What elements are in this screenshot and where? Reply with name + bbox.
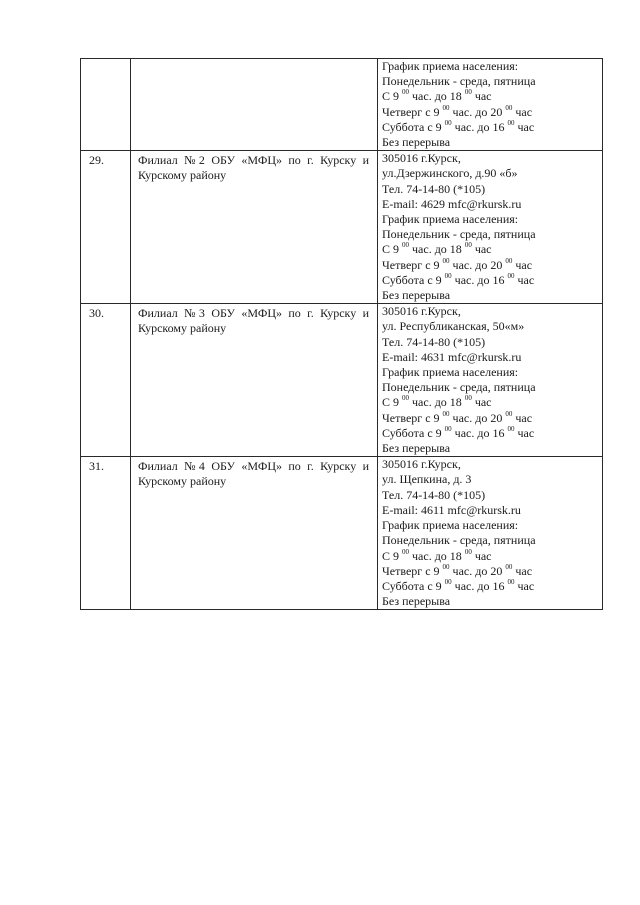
schedule-line [382, 395, 602, 410]
schedule-text: час [471, 395, 492, 410]
schedule-hours [382, 89, 602, 135]
email: E-mail: 4629 mfc@rkursk.ru [382, 196, 522, 211]
phone: Тел. 74-14-80 (*105) [382, 334, 486, 349]
schedule-text: час. до 18 [409, 242, 465, 257]
schedule-text: Четверг с 9 [382, 257, 443, 272]
superscript-minutes: 00 [444, 577, 452, 586]
superscript-minutes: 00 [505, 256, 513, 265]
schedule-text: час [512, 563, 533, 578]
address-line: ул. Щепкина, д. 3 [382, 472, 472, 487]
table-row [81, 304, 603, 457]
table-row [81, 151, 603, 304]
schedule-text: час. до 20 [449, 563, 506, 578]
schedule-hours [382, 242, 602, 288]
schedule-text: С 9 [382, 395, 403, 410]
address-line: ул. Республиканская, 50«м» [382, 319, 525, 334]
contact-info-cell [378, 304, 603, 457]
contact-info-cell [378, 151, 603, 304]
superscript-minutes: 00 [505, 409, 513, 418]
schedule-text: час. до 18 [409, 395, 465, 410]
schedule-line [382, 273, 602, 288]
superscript-minutes: 00 [507, 118, 515, 127]
superscript-minutes: 00 [402, 241, 410, 250]
schedule-text: С 9 [382, 548, 403, 563]
superscript-minutes: 00 [402, 88, 410, 97]
branch-name: Филиал №3 ОБУ «МФЦ» по г. Курску и Курскому району [138, 306, 369, 336]
schedule-text: час [471, 242, 492, 257]
schedule-line [382, 579, 602, 594]
schedule-text: час. до 18 [409, 89, 465, 104]
schedule-days: Понедельник - среда, пятница [382, 380, 536, 395]
schedule-text: час [514, 119, 535, 134]
schedule-text: час. до 20 [449, 410, 506, 425]
schedule-text: Суббота с 9 [382, 119, 445, 134]
address-block [382, 151, 602, 181]
superscript-minutes: 00 [442, 256, 450, 265]
schedule-text: час. до 18 [409, 548, 465, 563]
branch-name-cell [131, 304, 378, 457]
contact-info-cell [378, 457, 603, 610]
schedule-text: час [514, 578, 535, 593]
row-number: 31. [89, 459, 104, 474]
superscript-minutes: 00 [464, 241, 472, 250]
superscript-minutes: 00 [442, 562, 450, 571]
schedule-text: час [512, 104, 533, 119]
schedule-text: час. до 16 [451, 425, 508, 440]
phone: Тел. 74-14-80 (*105) [382, 181, 486, 196]
email: E-mail: 4611 mfc@rkursk.ru [382, 502, 521, 517]
superscript-minutes: 00 [444, 424, 452, 433]
schedule-title: График приема населения: [382, 59, 519, 73]
no-break-note: Без перерыва [382, 594, 451, 609]
schedule-line [382, 89, 602, 104]
schedule-text: час. до 16 [451, 272, 508, 287]
schedule-line [382, 120, 602, 135]
schedule-line [382, 564, 602, 579]
schedule-text: Суббота с 9 [382, 425, 445, 440]
contact-info-cell [378, 59, 603, 151]
superscript-minutes: 00 [507, 577, 515, 586]
superscript-minutes: 00 [442, 103, 450, 112]
schedule-hours [382, 549, 602, 595]
schedule-text: час. до 20 [449, 257, 506, 272]
schedule-text: Четверг с 9 [382, 563, 443, 578]
branches-table [80, 58, 603, 610]
schedule-days: Понедельник - среда, пятница [382, 74, 536, 89]
schedule-text: час. до 16 [451, 578, 508, 593]
schedule-text: час [514, 425, 535, 440]
schedule-text: час [512, 257, 533, 272]
superscript-minutes: 00 [402, 394, 410, 403]
row-number-cell [81, 457, 131, 610]
schedule-text: час. до 16 [451, 119, 508, 134]
branch-name: Филиал №4 ОБУ «МФЦ» по г. Курску и Курскому району [138, 459, 369, 489]
branches-table-body [81, 59, 603, 610]
phone: Тел. 74-14-80 (*105) [382, 487, 486, 502]
schedule-text: С 9 [382, 242, 403, 257]
superscript-minutes: 00 [505, 103, 513, 112]
branch-name-cell [131, 457, 378, 610]
branch-name-cell [131, 151, 378, 304]
schedule-hours [382, 395, 602, 441]
no-break-note: Без перерыва [382, 441, 451, 456]
table-row [81, 59, 603, 151]
address-line: 305016 г.Курск, [382, 304, 461, 319]
schedule-text: Четверг с 9 [382, 104, 443, 119]
superscript-minutes: 00 [464, 547, 472, 556]
schedule-text: час [471, 548, 492, 563]
schedule-text: час [512, 410, 533, 425]
schedule-text: Суббота с 9 [382, 272, 445, 287]
superscript-minutes: 00 [464, 394, 472, 403]
superscript-minutes: 00 [507, 271, 515, 280]
address-block [382, 457, 602, 487]
address-block [382, 304, 602, 334]
schedule-days: Понедельник - среда, пятница [382, 533, 536, 548]
no-break-note: Без перерыва [382, 288, 451, 303]
schedule-line [382, 105, 602, 120]
schedule-title: График приема населения: [382, 212, 519, 227]
table-row [81, 457, 603, 610]
row-number-cell [81, 304, 131, 457]
branch-name-cell [131, 59, 378, 151]
superscript-minutes: 00 [505, 562, 513, 571]
schedule-text: час [514, 272, 535, 287]
schedule-line [382, 242, 602, 257]
email: E-mail: 4631 mfc@rkursk.ru [382, 349, 522, 364]
superscript-minutes: 00 [444, 118, 452, 127]
address-line: 305016 г.Курск, [382, 457, 461, 472]
schedule-title: График приема населения: [382, 365, 519, 380]
superscript-minutes: 00 [442, 409, 450, 418]
row-number: 30. [89, 306, 104, 321]
superscript-minutes: 00 [507, 424, 515, 433]
address-line: ул.Дзержинского, д.90 «б» [382, 166, 518, 181]
schedule-line [382, 549, 602, 564]
address-line: 305016 г.Курск, [382, 151, 461, 166]
superscript-minutes: 00 [402, 547, 410, 556]
schedule-text: С 9 [382, 89, 403, 104]
superscript-minutes: 00 [464, 88, 472, 97]
schedule-line [382, 258, 602, 273]
superscript-minutes: 00 [444, 271, 452, 280]
branch-name: Филиал №2 ОБУ «МФЦ» по г. Курску и Курскому району [138, 153, 369, 183]
row-number-cell [81, 151, 131, 304]
no-break-note: Без перерыва [382, 135, 451, 150]
schedule-text: Четверг с 9 [382, 410, 443, 425]
schedule-text: час [471, 89, 492, 104]
schedule-text: час. до 20 [449, 104, 506, 119]
row-number-cell [81, 59, 131, 151]
schedule-line [382, 426, 602, 441]
row-number: 29. [89, 153, 104, 168]
schedule-text: Суббота с 9 [382, 578, 445, 593]
schedule-days: Понедельник - среда, пятница [382, 227, 536, 242]
schedule-line [382, 411, 602, 426]
schedule-title: График приема населения: [382, 518, 519, 533]
